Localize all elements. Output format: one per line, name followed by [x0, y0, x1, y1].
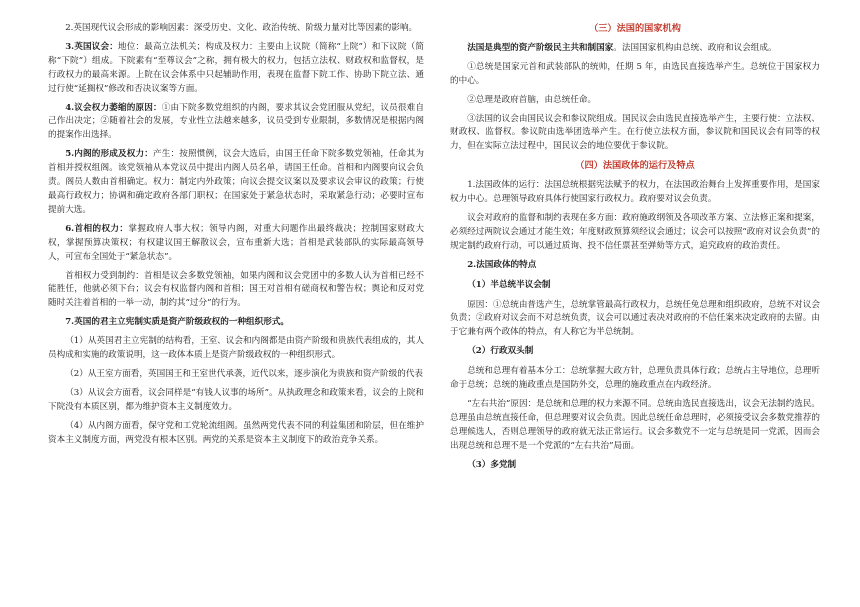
subheading-multiparty: （3）多党制: [467, 459, 517, 470]
paragraph-dual-executive: 总统和总理有着基本分工：总统掌握大政方针，总理负责具体行政；总统占主导地位，总理听命于总统；总统的施政重点是国防外交，总理的施政重点在内政经济。: [450, 366, 820, 391]
subheading-dual-executive: （2）行政双头制: [467, 346, 534, 357]
paragraph-semi-presidential: 原因：①总统由普选产生，总统掌管最高行政权力，总统任免总理和组织政府，总统不对议会负责；②政府对议会而不对总统负责，议会可以通过表决对政府的不信任案来决定政府的去留。由于它兼有两个政体的特点，有人称它为半总统制。: [450, 299, 820, 338]
heading-constitutional-monarchy: 7.英国的君主立宪制实质是资产阶级政权的一种组织形式。: [65, 317, 290, 328]
paragraph-pm-limits: 首相权力受到制约：首相是议会多数党领袖，如果内阁和议会党团中的多数人认为首相已经不能胜任，他就必须下台；议会有权监督内阁和首相；国王对首相有磋商权和警告权；舆论和反对党随时关注着首相的一举一动，制约其“过分”的行为。: [48, 270, 424, 309]
heading-cabinet: 5.内阁的形成及权力：: [65, 149, 154, 160]
text-uk-parliament: 地位：最高立法机关；构成及权力：主要由上议院（简称“上院”）和下议院（简称“下院”）组成。下院素有“至尊议会”之称，拥有极大的权力，包括立法权、财政权和监督权，是行政权力的最高来源。上院在议会体系中只起辅助作用，表现在监督下院工作、协助下院立法、通过行使“延搁权”修改和否决议案等方面。: [48, 41, 424, 94]
text-cabinet: 产生：按照惯例，议会大选后，由国王任命下院多数党领袖，任命其为首相并授权组阁。该党领袖从本党议员中提出内阁人员名单，请国王任命。首相和内阁要向议会负责。阁员人数由首相确定。权力：制定内外政策；向议会提交议案以及要求议会审议的政策；行使最高行政权力；协调和确定政府各部门职权；在国家处于紧急状态时，采取紧急行动；必要时宣布提前大选。: [48, 149, 424, 215]
text-parliament-decline: ①由下院多数党组织的内阁，要求其议会党团服从党纪，议员很难自己作出决定；②随着社会的发展，专业性立法越来越多，议员受到专业限制，多数情况是根据内阁的提案作出选择。: [48, 102, 424, 141]
heading-parliament-decline: 4.议会权力萎缩的原因：: [65, 102, 162, 113]
paragraph-point-4: （4）从内阁方面看，保守党和工党轮流组阁。虽然两党代表不同的利益集团和阶层，但在维护资本主义制度方面，两党没有根本区别。两党的关系是资本主义制度下的政治竞争关系。: [48, 420, 424, 445]
paragraph-cohabitation: “左右共治”原因：是总统和总理的权力来源不同。总统由选民直接选出，议会无法制约选民。总理虽由总统直接任命，但总理要对议会负责。因此总统任命总理时，必须接受议会多数党推荐的总理候选人，否则总理领导的政府就无法正常运行。议会多数党不一定与总统是同一党派，因而会出现总统和总理不是一个党派的“左右共治”局面。: [450, 398, 820, 451]
paragraph-president: ①总统是国家元首和武装部队的统帅，任期 5 年，由选民直接选举产生。总统位于国家权力的中心。: [450, 61, 820, 86]
paragraph-point-3: （3）从议会方面看，议会同样是“有钱人议事的场所”。从执政理念和政策来看，议会的上院和下院没有本质区别，都为维护资本主义制度效力。: [48, 387, 424, 412]
section-title-france-institutions: （三）法国的国家机构: [589, 23, 681, 34]
paragraph-oversight: 议会对政府的监督和制约表现在多方面：政府施政纲领及各项改革方案、立法修正案和提案，必须经过两院议会通过才能生效；年度财政预算须经议会通过；议会可以按照“政府对议会负责”的规定制约政府行动，可以通过质询、投不信任票甚至弹劾等方式，追究政府的政治责任。: [450, 212, 820, 251]
right-column: [450, 22, 820, 478]
text-pm-power: 掌握政府人事大权；领导内阁，对重大问题作出最终裁决；控制国家财政大权，掌握预算决策权；有权建议国王解散议会，宣布重新大选；首相是武装部队的实际最高领导人，可宣布全国处于“紧急状态”。: [48, 223, 424, 262]
paragraph-point-1: （1）从英国君主立宪制的结构看，王室、议会和内阁都是由资产阶级和贵族代表组成的，其人员构成和实施的政策说明，这一政体本质上是资产阶级政权的一种组织形式。: [48, 336, 424, 361]
paragraph-uk-factors: 2.英国现代议会形成的影响因素：深受历史、文化、政治传统、阶级力量对比等因素的影响。: [65, 23, 418, 33]
paragraph-france-intro: [450, 42, 820, 56]
heading-uk-parliament: 3.英国议会：: [65, 41, 118, 52]
paragraph-premier: ②总理是政府首脑，由总统任命。: [467, 94, 597, 105]
paragraph-uk-parliament: [48, 41, 424, 97]
text-france-intro: 。法国国家机构由总统、政府和议会组成。: [613, 42, 777, 53]
heading-pm-power: 6.首相的权力：: [65, 223, 129, 234]
paragraph-parliament-decline: [48, 102, 424, 144]
paragraph-point-2: （2）从王室方面看，英国国王和王室世代承袭，近代以来，逐步演化为贵族和资产阶级的代表: [65, 368, 424, 379]
left-column: [48, 22, 424, 452]
paragraph-pm-power: [48, 223, 424, 265]
subheading-features: 2.法国政体的特点: [467, 259, 537, 270]
paragraph-operation: 1.法国政体的运行：法国总统根据宪法赋予的权力，在法国政治舞台上发挥重要作用，是国家权力中心。总理领导政府具体行使国家行政权力。政府要对议会负责。: [450, 180, 820, 205]
section-title-france-operation: （四）法国政体的运行及特点: [575, 160, 695, 172]
paragraph-cabinet: [48, 148, 424, 218]
heading-france-republic: 法国是典型的资产阶级民主共和制国家: [467, 42, 614, 53]
subheading-semi-presidential: （1）半总统半议会制: [467, 279, 551, 290]
paragraph-france-parliament: ③法国的议会由国民议会和参议院组成。国民议会由选民直接选举产生，主要行使：立法权、财政权、监督权。参议院由选举团选举产生。在行使立法权方面，参议院和国民议会有同等的权力，但在实际立法过程中，国民议会的地位要优于参议院。: [450, 113, 820, 152]
